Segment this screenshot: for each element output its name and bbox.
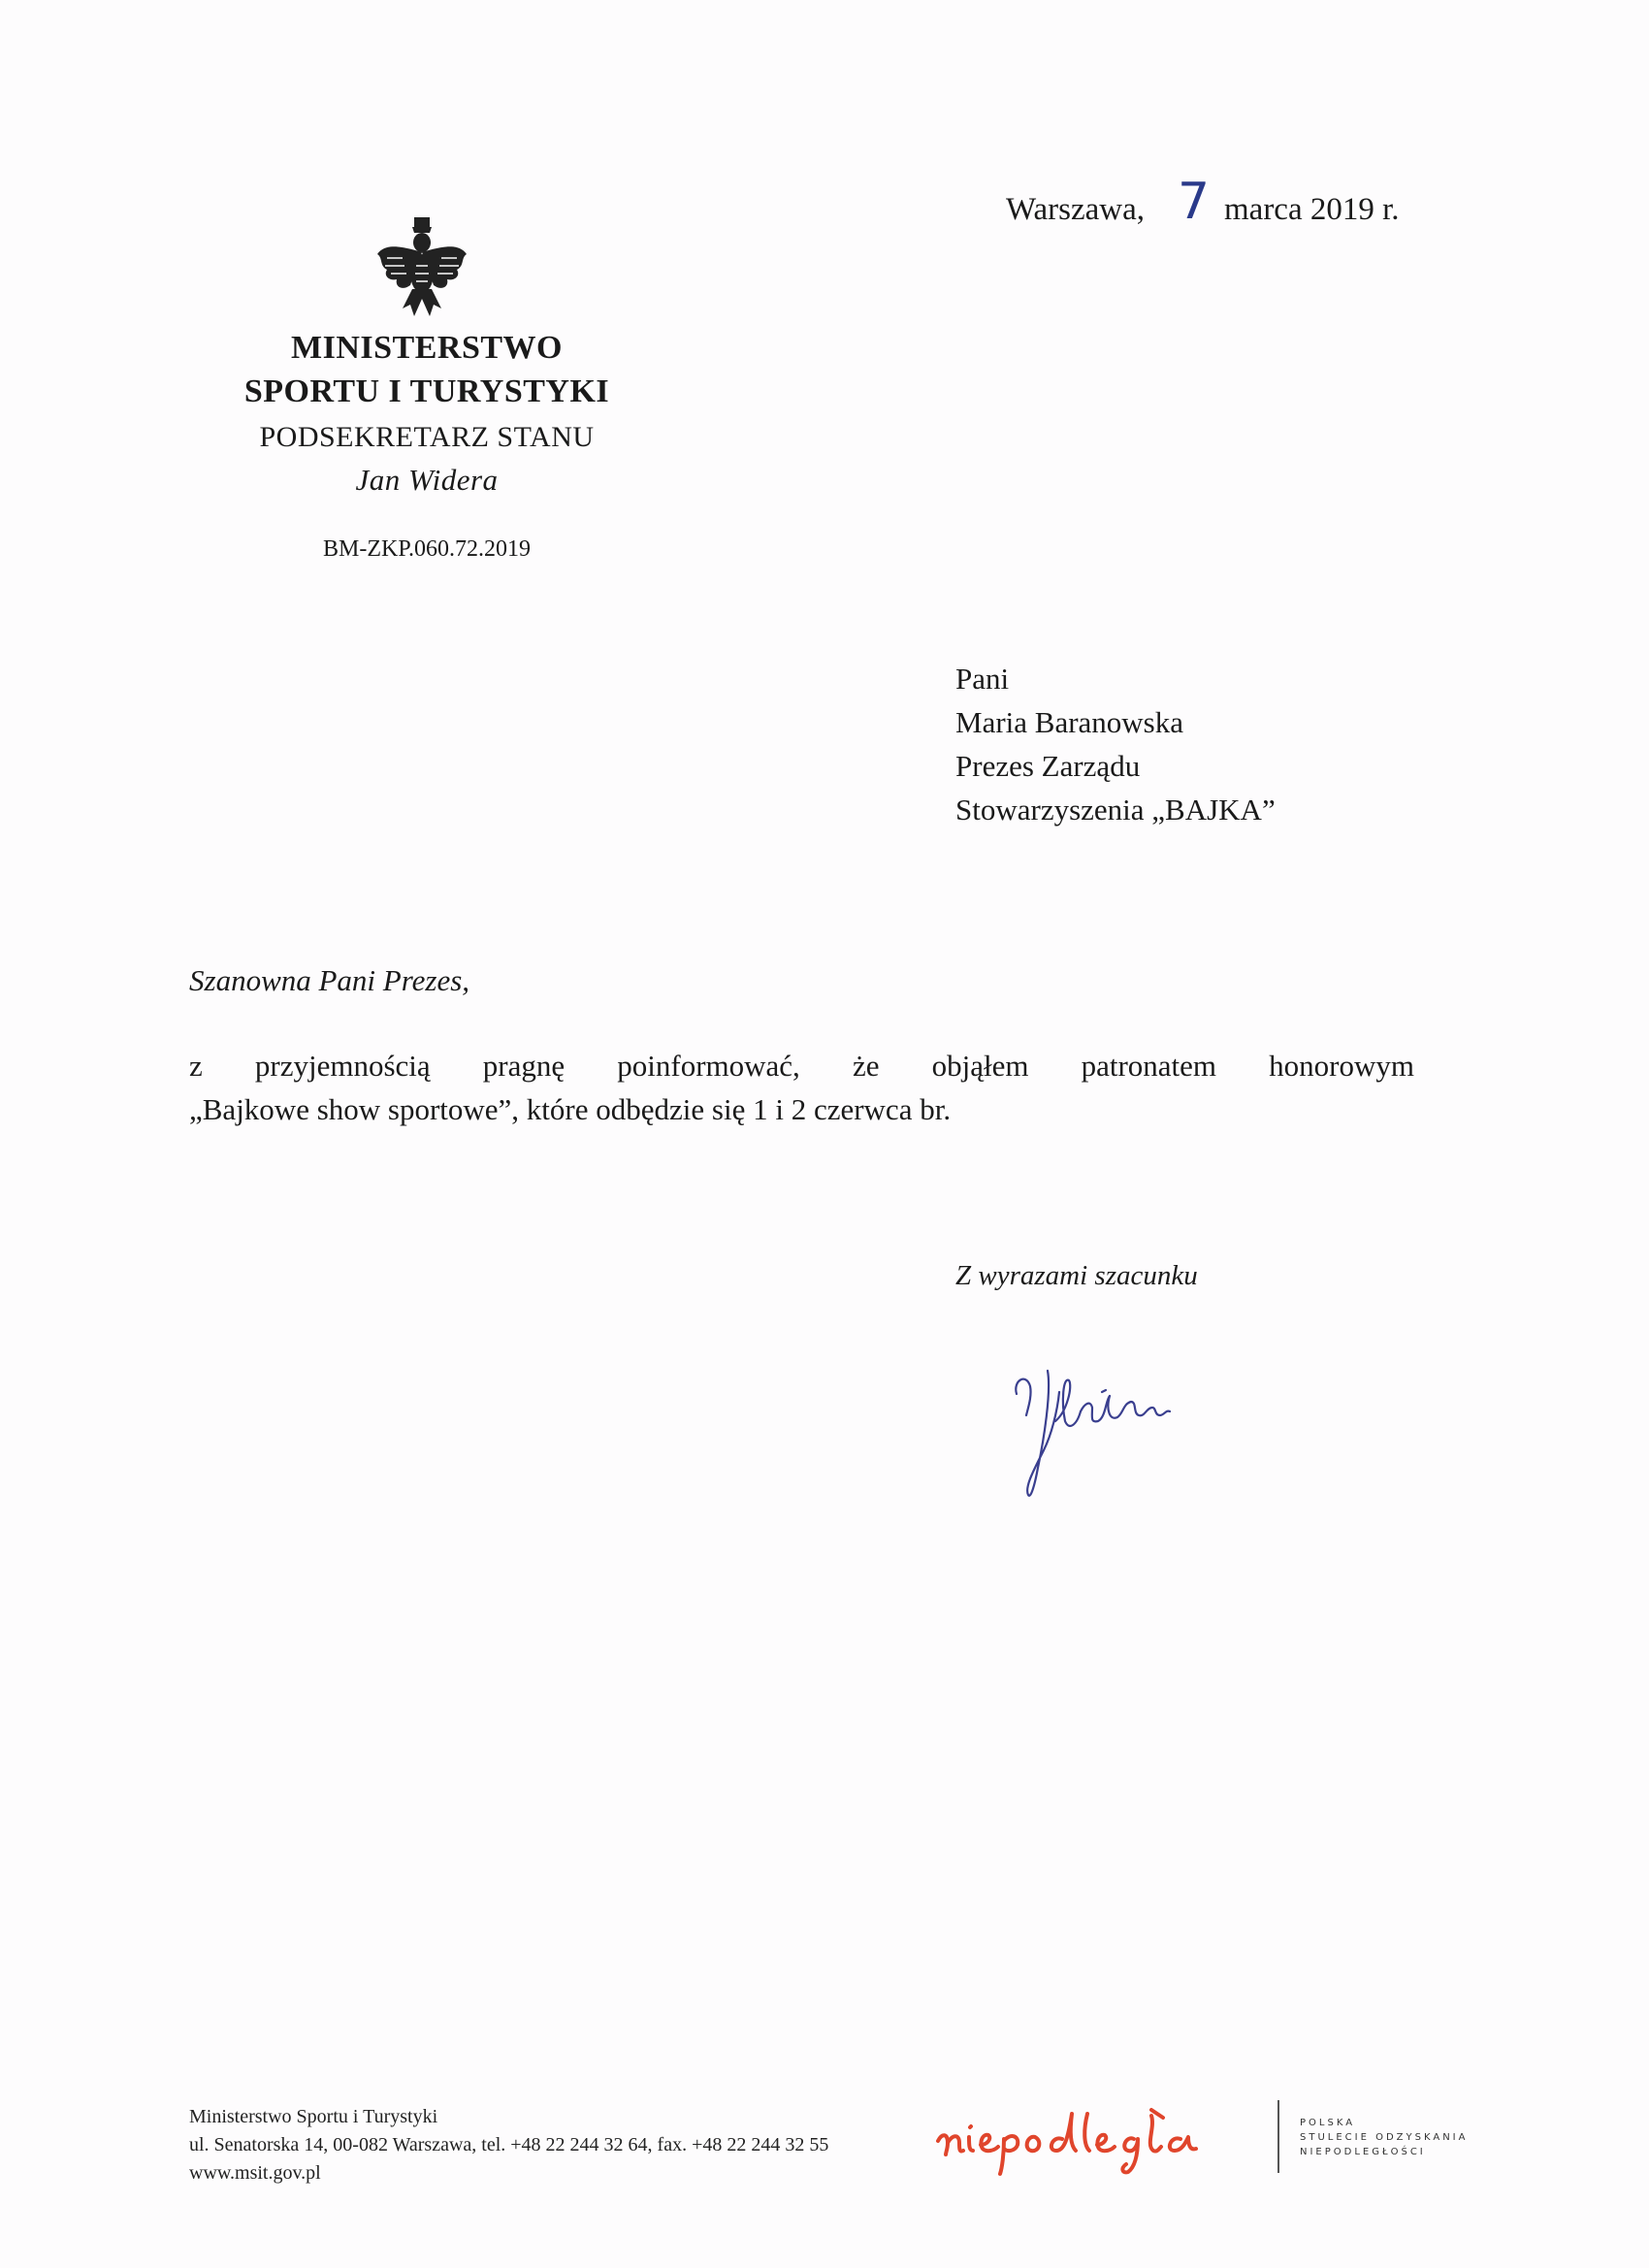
footer-website-link[interactable]: www.msit.gov.pl bbox=[189, 2162, 321, 2184]
footer-tagline bbox=[1300, 2116, 1468, 2159]
addressee-block bbox=[955, 657, 1276, 831]
tagline-line: NIEPODLEGŁOŚCI bbox=[1300, 2147, 1426, 2157]
tagline-line: POLSKA bbox=[1300, 2118, 1356, 2128]
official-name: Jan Widera bbox=[355, 463, 499, 497]
handwritten-signature-icon bbox=[1009, 1353, 1251, 1508]
addressee-name: Maria Baranowska bbox=[955, 705, 1183, 739]
date-place: Warszawa, bbox=[1006, 192, 1146, 227]
ministry-name-line1: MINISTERSTWO bbox=[291, 330, 563, 366]
addressee-organization: Stowarzyszenia „BAJKA” bbox=[955, 793, 1276, 826]
footer-address bbox=[189, 2103, 828, 2187]
addressee-role: Prezes Zarządu bbox=[955, 749, 1141, 783]
date-month-year: marca 2019 r. bbox=[1224, 192, 1400, 227]
date-day-handwritten: 7 bbox=[1178, 173, 1211, 231]
salutation: Szanowna Pani Prezes, bbox=[189, 963, 470, 997]
addressee-title: Pani bbox=[955, 662, 1010, 696]
closing-phrase: Z wyrazami szacunku bbox=[955, 1260, 1198, 1291]
footer-divider bbox=[1277, 2100, 1279, 2173]
footer-contact: ul. Senatorska 14, 00-082 Warszawa, tel. +48 22 244 32 64, fax. +48 22 244 32 55 bbox=[189, 2134, 829, 2155]
ministry-name-line2: SPORTU I TURYSTYKI bbox=[243, 373, 610, 409]
letter-body bbox=[189, 1044, 1414, 1131]
niepodlegla-logo-icon bbox=[926, 2081, 1256, 2178]
official-position: PODSEKRETARZ STANU bbox=[259, 421, 595, 453]
reference-number: BM-ZKP.060.72.2019 bbox=[322, 536, 532, 562]
tagline-line: STULECIE ODZYSKANIA bbox=[1300, 2132, 1469, 2143]
footer-ministry: Ministerstwo Sportu i Turystyki bbox=[189, 2106, 438, 2127]
body-line: z przyjemnością pragnę poinformować, że objąłem patronatem honorowym bbox=[189, 1049, 1414, 1083]
body-line: „Bajkowe show sportowe”, które odbędzie się 1 i 2 czerwca br. bbox=[189, 1092, 952, 1126]
polish-eagle-emblem-icon bbox=[373, 215, 470, 324]
